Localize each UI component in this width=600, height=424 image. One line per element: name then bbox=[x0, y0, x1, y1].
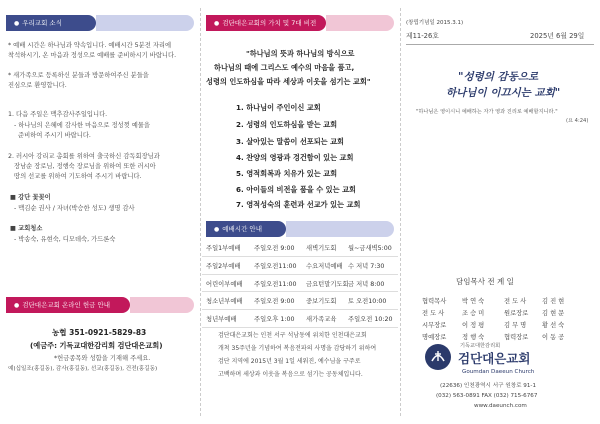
denomination: 기독교대한감리회 bbox=[460, 343, 501, 349]
news-line: 땅의 선교를 위하여 기도하여 주시기 바랍니다. bbox=[14, 173, 142, 180]
news-tab-bar bbox=[96, 15, 194, 31]
vision-item: 5. 영적회복과 치유가 있는 교회 bbox=[236, 169, 338, 178]
offering-example: 예)십일조(홍길동), 감사(홍길동), 선교(홍길동), 건전(홍길동) bbox=[8, 366, 158, 372]
church-logo-icon bbox=[425, 344, 451, 370]
church-name: 검단대은교회 bbox=[458, 351, 531, 366]
slogan-line1: "성령의 감동으로 bbox=[458, 71, 539, 83]
senior-pastor: 담임목사 전 계 일 bbox=[456, 277, 514, 286]
flower-duty-title: ■ 강단 꽃꽂이 bbox=[10, 194, 51, 201]
middle-panel bbox=[200, 0, 400, 424]
news-line: - 하나님의 은혜에 감사한 마음으로 정성껏 예물을 bbox=[14, 122, 150, 129]
news-line: 장남순 장로님, 정행숙 장로님을 위하여 또한 러시아 bbox=[14, 163, 156, 170]
news-line: 진심으로 환영합니다. bbox=[8, 82, 67, 89]
value-statement: 하나님의 때에 그리스도 예수의 마음을 품고, bbox=[214, 63, 355, 72]
online-offering-tab-bar bbox=[130, 297, 194, 313]
schedule-row: 어린이부예배 주일오전11:00 금요턴말기도회 금 저녁 8:00 bbox=[202, 275, 398, 293]
news-line: 준비하여 주시기 바랍니다. bbox=[18, 132, 91, 139]
right-panel: (창립기념일 2015.3.1) 제11-26호 2025년 6월 29일 "성령의 감동으로 하나님이 이끄시는 교회" "하나님은 영이시니 예배하는 자가 영과 진리로 예배할지니라." (요 4:24) 담임목사 전 계 일 협력목사 박 연 숙 전 도 사 김 진 현 전 도 사 조 승 미 원로장로 김 현 문 시무장로 이 정 평 김 무 명 황 선 숙 명예장로 정 행 숙 협력장로 이 동 공 bbox=[400, 0, 600, 424]
news-line: 1. 다음 주일은 맥추감사주일입니다. bbox=[8, 111, 108, 118]
worship-time-tab-bar bbox=[286, 221, 394, 237]
cleaning-title: ■ 교회청소 bbox=[10, 225, 43, 232]
church-intro-line: 개척 35주년을 기념하여 복음전파의 사명을 감당하기 위하여 bbox=[218, 345, 377, 352]
vision-tab: ● 검단대은교회의 가치 및 7대 비전 bbox=[206, 15, 326, 31]
phone-fax: (032) 563-0891 FAX (032) 715-6767 bbox=[436, 393, 538, 399]
vision-item: 3. 살아있는 말씀이 선포되는 교회 bbox=[236, 137, 345, 146]
news-line: 2. 러시아 강리교 총회를 위하여 출국하신 감독회장님과 bbox=[8, 153, 160, 160]
schedule-row: 주일1부예배 주일오전 9:00 새벽기도회 월~금새벽5:00 bbox=[202, 239, 398, 257]
value-statement: 성령의 인도하심을 따라 세상과 이웃을 섬기는 교회" bbox=[206, 77, 371, 86]
vision-item: 4. 찬양의 영광과 경건함이 있는 교회 bbox=[236, 153, 354, 162]
value-statement: "하나님의 뜻과 하나님의 방식으로 bbox=[246, 49, 355, 58]
news-line: 착석하시기, 온 마음과 정성으로 예배를 준비하시기 바랍니다. bbox=[8, 52, 177, 59]
founding-date: (창립기념일 2015.3.1) bbox=[406, 20, 464, 26]
vision-item: 1. 하나님이 주인이신 교회 bbox=[236, 103, 321, 112]
website-link[interactable]: www.daeunch.com bbox=[474, 403, 527, 409]
bulletin-date: 2025년 6월 29일 bbox=[530, 32, 585, 40]
church-name-english: Goumdan Daeeun Church bbox=[462, 369, 535, 375]
news-line: * 예배 시간은 하나님과 약속입니다. 예배시간 5분전 자리에 bbox=[8, 42, 172, 49]
schedule-row: 주일2부예배 주일오전11:00 수요저녁예배 수 저녁 7:30 bbox=[202, 257, 398, 275]
cleaning-value: - 박송숙, 유현숙, 디모데숙, 가드론숙 bbox=[14, 236, 116, 243]
address: (22636) 인천광역시 서구 원창로 91-1 bbox=[440, 383, 537, 389]
news-line: * 새가족으로 등록하신 분들과 방문하여주신 분들을 bbox=[8, 72, 149, 79]
left-panel bbox=[0, 0, 200, 424]
verse-reference: (요 4:24) bbox=[566, 118, 589, 124]
vision-tab-bar bbox=[326, 15, 394, 31]
schedule-row: 청소년부예배 주일오전 9:00 중보기도회 토 오전10:00 bbox=[202, 292, 398, 310]
worship-time-tab: ● 예배시간 안내 bbox=[206, 221, 286, 237]
online-offering-tab: ● 검단대은교회 온라인 헌금 안내 bbox=[6, 297, 130, 313]
slogan-line2: 하나님이 이끄시는 교회" bbox=[446, 87, 561, 99]
vision-item: 7. 영적성숙의 훈련과 선교가 있는 교회 bbox=[236, 200, 361, 209]
issue-number: 제11-26호 bbox=[406, 32, 439, 40]
account-holder: (예금주: 기독교대한감리회 검단대은교회) bbox=[30, 341, 163, 350]
verse: "하나님은 영이시니 예배하는 자가 영과 진리로 예배할지니라." bbox=[416, 109, 558, 115]
church-intro-line: 검단대은교회는 인천 서구 석남동에 위치한 인천대은교회 bbox=[218, 332, 367, 339]
church-intro-line: 고백하며 세상과 이웃을 복음으로 섬기는 공동체입니다. bbox=[218, 371, 363, 378]
bank-account: 농협 351-0921-5829-83 bbox=[52, 328, 147, 337]
schedule-row: 청년부예배 주일오후 1:00 새가족교육 주일오전 10:20 bbox=[202, 310, 398, 328]
church-intro-line: 검단 지역에 2015년 3월 1일 세워진, 예수님을 구주로 bbox=[218, 358, 361, 365]
vision-item: 2. 성령의 인도하심을 받는 교회 bbox=[236, 120, 338, 129]
flower-duty-value: - 맥김순 권사 / 자녀(박승한 성도) 생명 감사 bbox=[14, 205, 135, 212]
header-rule bbox=[406, 44, 594, 45]
vision-item: 6. 아이들의 비전을 품을 수 있는 교회 bbox=[236, 185, 356, 194]
news-tab: ● 우리교회 소식 bbox=[6, 15, 96, 31]
worship-schedule bbox=[202, 239, 398, 328]
offering-note: *헌금종목와 성함을 기재해 주세요. bbox=[54, 355, 151, 362]
